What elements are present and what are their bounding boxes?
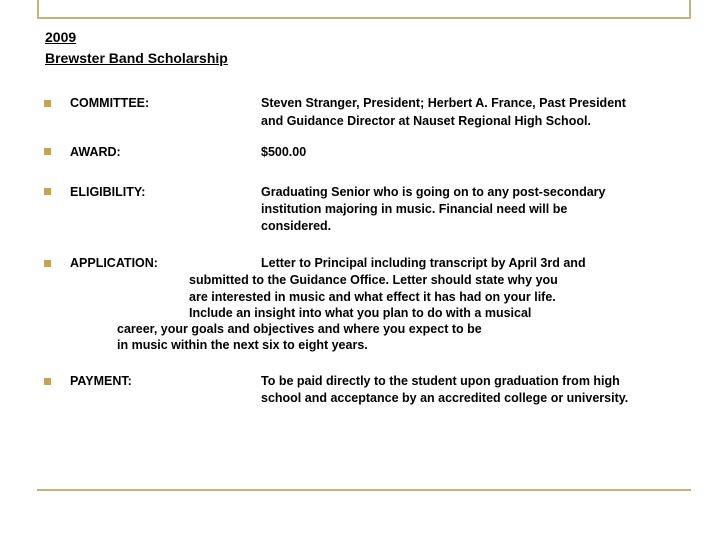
committee-line-2: and Guidance Director at Nauset Regional High School. xyxy=(261,114,591,128)
bullet-icon xyxy=(44,378,51,385)
left-rule-top xyxy=(37,0,39,19)
committee-line-1: Steven Stranger, President; Herbert A. France, Past President xyxy=(261,96,626,110)
bullet-icon xyxy=(44,100,51,107)
eligibility-line-1: Graduating Senior who is going on to any post-secondary xyxy=(261,185,606,199)
application-line-2: submitted to the Guidance Office. Letter should state why you xyxy=(189,273,558,287)
bullet-icon xyxy=(44,148,51,155)
eligibility-line-3: considered. xyxy=(261,219,332,233)
right-rule-top xyxy=(689,0,691,19)
bottom-rule xyxy=(37,489,691,491)
slide-year: 2009 xyxy=(45,29,77,45)
application-line-6: in music within the next six to eight years. xyxy=(117,338,368,352)
slide-title: Brewster Band Scholarship xyxy=(45,50,228,66)
application-line-3: are interested in music and what effect it has had on your life. xyxy=(189,290,556,304)
committee-label: COMMITTEE: xyxy=(70,96,150,110)
bullet-icon xyxy=(44,188,51,195)
payment-line-2: school and acceptance by an accredited college or university. xyxy=(261,391,629,405)
award-value: $500.00 xyxy=(261,145,307,159)
award-label: AWARD: xyxy=(70,145,121,159)
application-line-1: Letter to Principal including transcript by April 3rd and xyxy=(261,256,586,270)
eligibility-line-2: institution majoring in music. Financial need will be xyxy=(261,202,568,216)
eligibility-label: ELIGIBILITY: xyxy=(70,185,146,199)
top-rule xyxy=(37,17,691,19)
application-line-4: Include an insight into what you plan to do with a musical xyxy=(189,306,532,320)
application-line-5: career, your goals and objectives and where you expect to be xyxy=(117,322,482,336)
payment-label: PAYMENT: xyxy=(70,374,132,388)
application-label: APPLICATION: xyxy=(70,256,158,270)
payment-line-1: To be paid directly to the student upon graduation from high xyxy=(261,374,620,388)
bullet-icon xyxy=(44,260,51,267)
